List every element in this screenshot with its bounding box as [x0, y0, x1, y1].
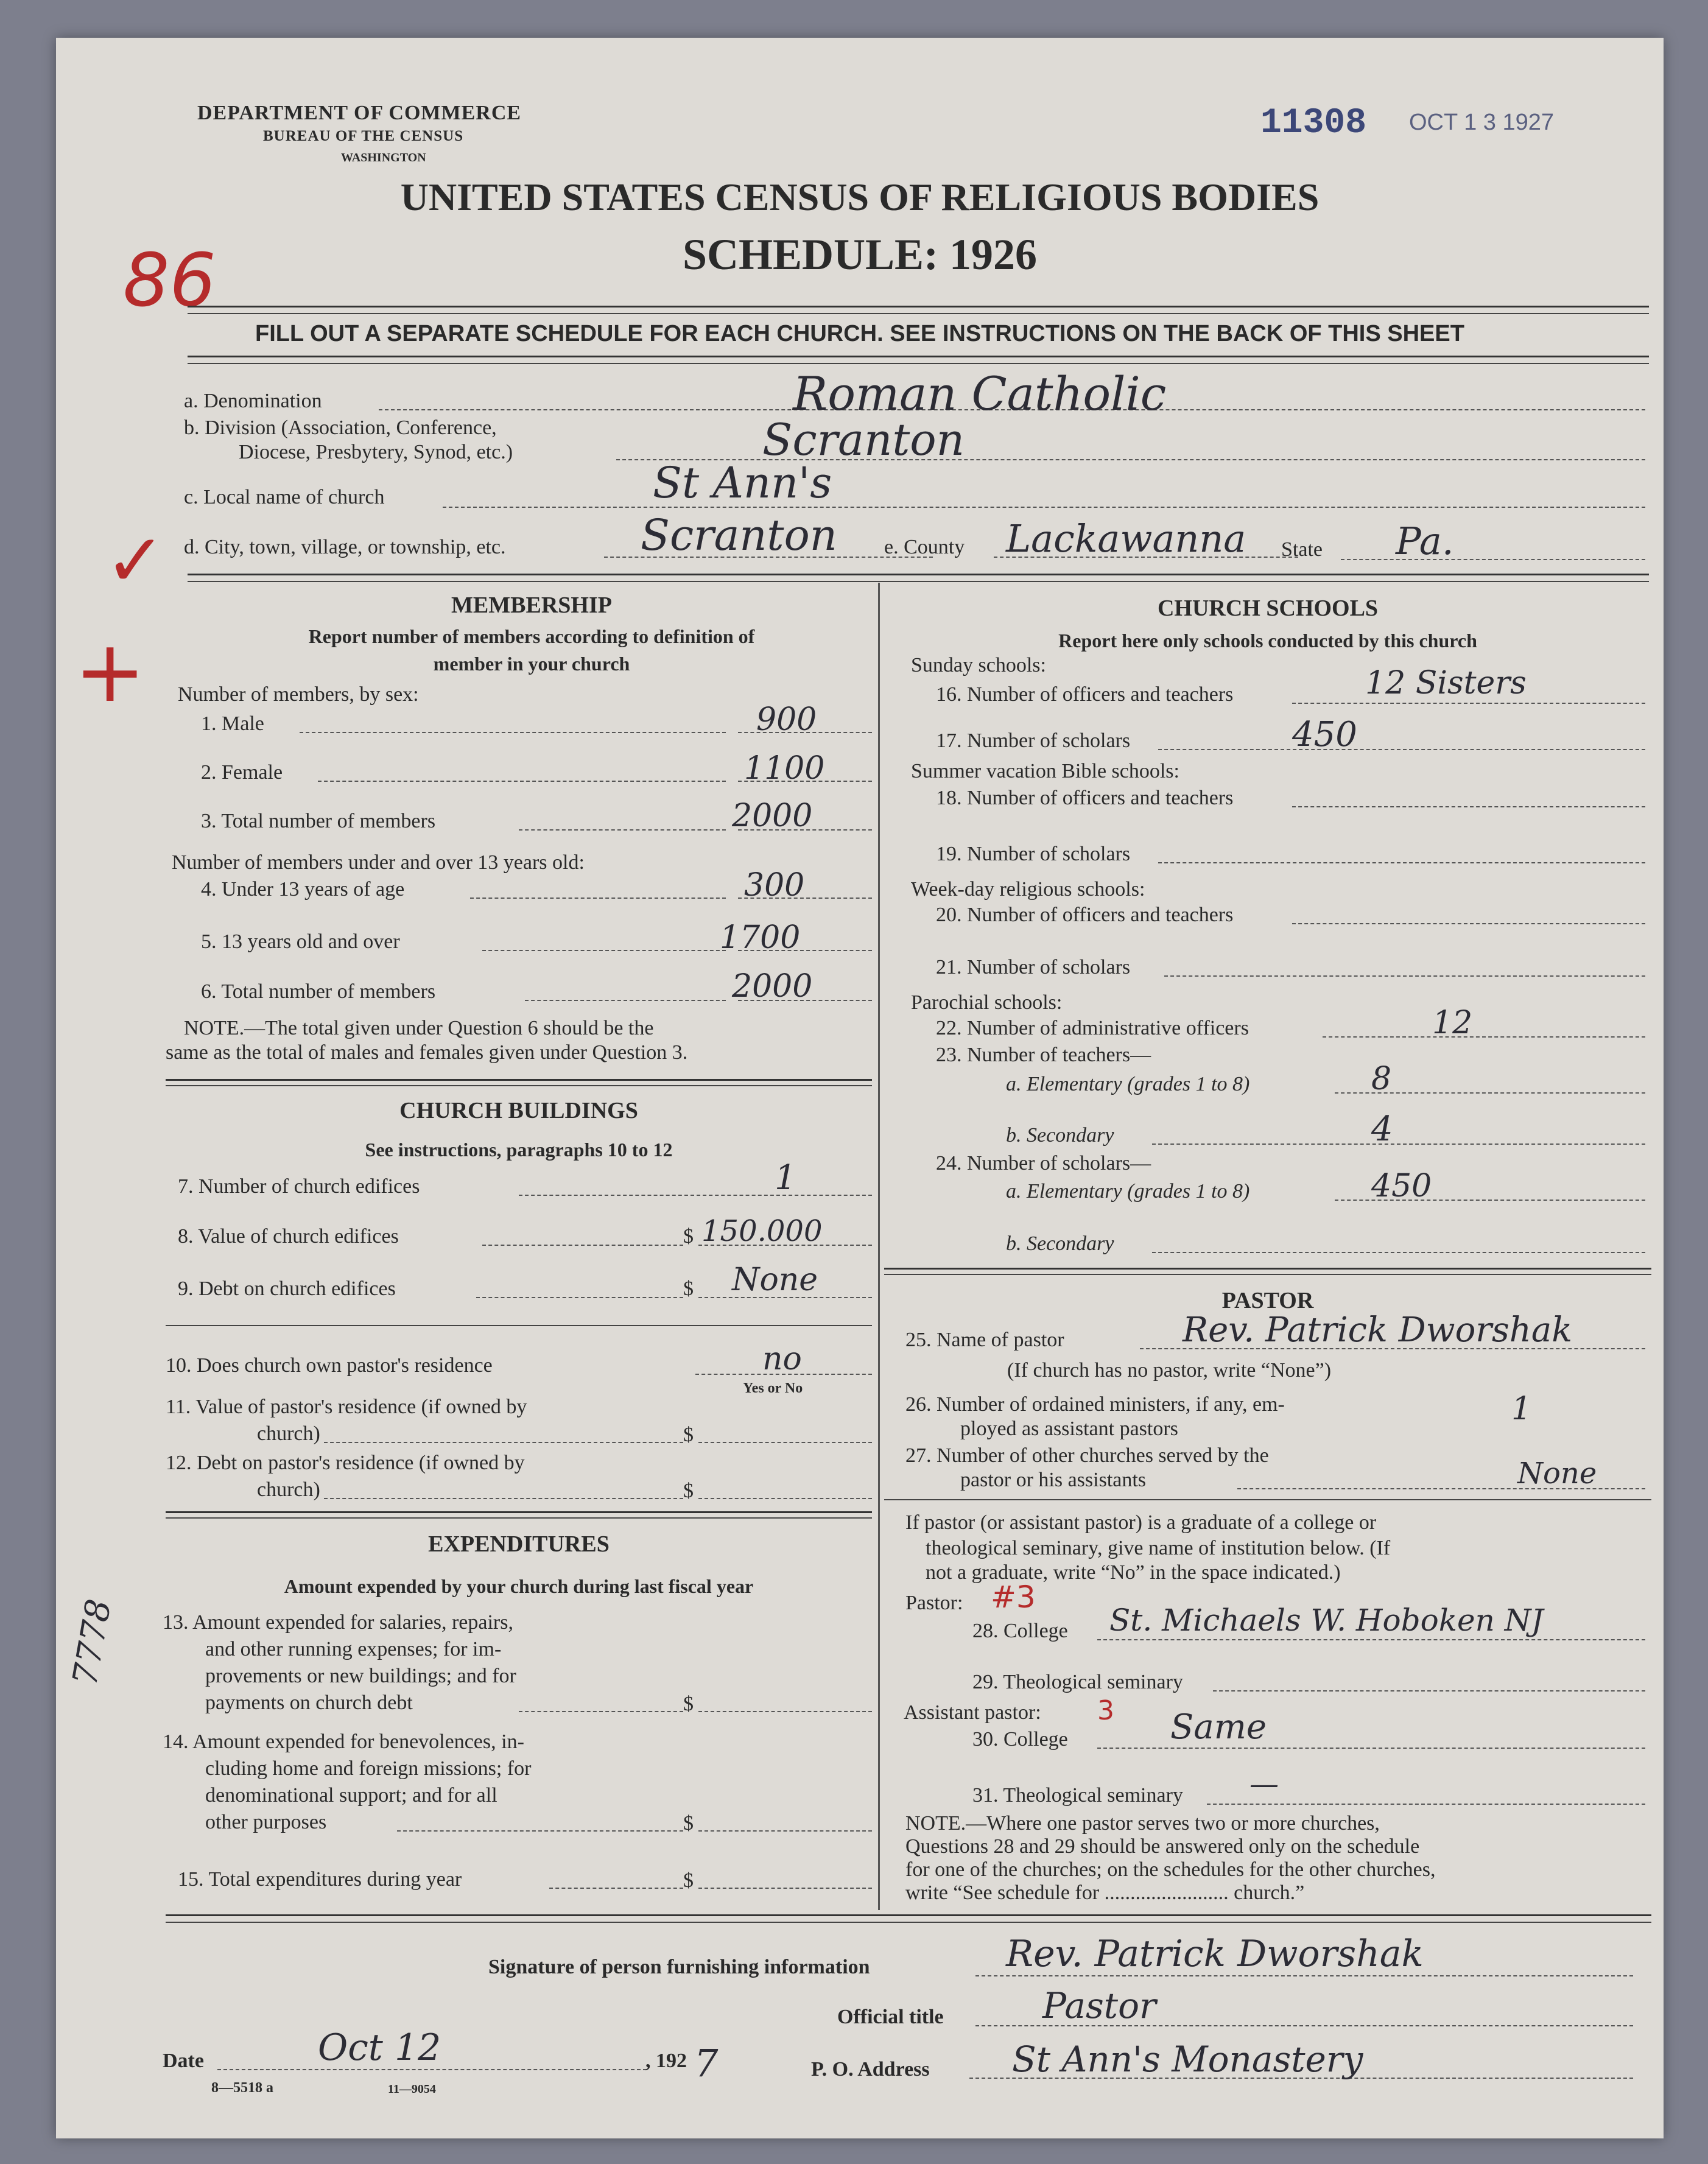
- q14-dollar: $: [683, 1812, 694, 1835]
- red-check-mark: ✓: [105, 519, 166, 603]
- po-address-label: P. O. Address: [811, 2058, 930, 2081]
- q2-value: 1100: [744, 750, 825, 787]
- q24-label: 24. Number of scholars—: [936, 1152, 1151, 1175]
- schools-title: CHURCH SCHOOLS: [1157, 595, 1379, 621]
- q30-label: 30. College: [972, 1728, 1068, 1751]
- membership-intro-2: member in your church: [433, 653, 630, 675]
- county-value: Lackawanna: [1006, 516, 1246, 561]
- official-title-label: Official title: [837, 2006, 944, 2028]
- q11-label: 11. Value of pastor's residence (if owned by: [166, 1396, 527, 1418]
- members-by-sex-label: Number of members, by sex:: [178, 683, 419, 706]
- q30-value: Same: [1170, 1707, 1267, 1747]
- q31-value: —: [1249, 1767, 1279, 1801]
- q15-dollar: $: [683, 1869, 694, 1892]
- q1-label: 1. Male: [201, 712, 264, 735]
- pastor-label: Pastor:: [905, 1592, 963, 1614]
- q26-label: 26. Number of ordained ministers, if any, em-: [905, 1393, 1285, 1416]
- q25-note: (If church has no pastor, write “None”): [1007, 1359, 1332, 1382]
- graduate-instruction: If pastor (or assistant pastor) is a graduate of a college or: [905, 1511, 1377, 1534]
- graduate-instruction-3: not a graduate, write “No” in the space indicated.): [926, 1561, 1341, 1584]
- q15-label: 15. Total expenditures during year: [178, 1868, 462, 1891]
- pastor-note: NOTE.—Where one pastor serves two or more churches,: [905, 1812, 1380, 1835]
- q14-line-1: 14. Amount expended for benevolences, in-: [163, 1730, 524, 1753]
- form-subtitle: SCHEDULE: 1926: [682, 230, 1038, 279]
- q14-line-2: cluding home and foreign missions; for: [205, 1757, 532, 1780]
- signature-value: Rev. Patrick Dworshak: [1006, 1933, 1424, 1975]
- city-heading: WASHINGTON: [341, 151, 426, 164]
- instruction-banner: FILL OUT A SEPARATE SCHEDULE FOR EACH CHURCH. SEE INSTRUCTIONS ON THE BACK OF THIS SHEET: [255, 321, 1464, 346]
- official-title-value: Pastor: [1042, 1985, 1156, 2026]
- received-stamp-number: 11308: [1260, 104, 1367, 143]
- graduate-instruction-2: theological seminary, give name of institution below. (If: [926, 1537, 1391, 1559]
- q14-line-4: other purposes: [205, 1811, 327, 1833]
- signature-label: Signature of person furnishing information: [488, 1956, 870, 1978]
- schools-subtitle: Report here only schools conducted by this church: [1058, 630, 1477, 652]
- expenditures-title: EXPENDITURES: [428, 1531, 610, 1557]
- q19-label: 19. Number of scholars: [936, 843, 1131, 865]
- q12-label: 12. Debt on pastor's residence (if owned by: [166, 1452, 525, 1474]
- print-number: 11—9054: [388, 2082, 436, 2096]
- q23a-label: a. Elementary (grades 1 to 8): [1006, 1073, 1250, 1095]
- q26-value: 1: [1511, 1391, 1532, 1427]
- date-value: Oct 12: [318, 2026, 441, 2069]
- membership-title: MEMBERSHIP: [451, 592, 612, 618]
- q6-label: 6. Total number of members: [201, 980, 436, 1003]
- q12-label-2: church): [257, 1478, 320, 1501]
- q24a-value: 450: [1371, 1168, 1432, 1204]
- local-name-value: St Ann's: [653, 458, 832, 508]
- denomination-label: a. Denomination: [184, 390, 322, 412]
- q5-value: 1700: [720, 919, 801, 956]
- q10-value: no: [762, 1341, 802, 1377]
- pastor-note-4: write “See schedule for ........................ church.”: [905, 1881, 1305, 1904]
- red-cross-mark: +: [74, 622, 146, 722]
- form-number: 8—5518 a: [211, 2080, 273, 2096]
- q28-label: 28. College: [972, 1620, 1068, 1642]
- q25-value: Rev. Patrick Dworshak: [1183, 1310, 1573, 1350]
- received-stamp-date: OCT 1 3 1927: [1409, 110, 1555, 135]
- q2-label: 2. Female: [201, 761, 283, 784]
- q18-label: 18. Number of officers and teachers: [936, 787, 1234, 809]
- q13-line-2: and other running expenses; for im-: [205, 1638, 502, 1660]
- membership-intro: Report number of members according to definition of: [308, 625, 755, 647]
- denomination-value: Roman Catholic: [793, 367, 1167, 421]
- q11-label-2: church): [257, 1422, 320, 1445]
- local-name-label: c. Local name of church: [184, 486, 385, 508]
- q16-label: 16. Number of officers and teachers: [936, 683, 1234, 706]
- pastor-title: PASTOR: [1221, 1288, 1314, 1313]
- q9-label: 9. Debt on church edifices: [178, 1277, 396, 1300]
- red-margin-mark: 86: [123, 239, 216, 323]
- year-digit: 7: [694, 2041, 719, 2085]
- sunday-schools-label: Sunday schools:: [911, 654, 1046, 676]
- pastor-note-2: Questions 28 and 29 should be answered only on the schedule: [905, 1835, 1420, 1858]
- division-label: b. Division (Association, Conference,: [184, 416, 497, 439]
- q22-label: 22. Number of administrative officers: [936, 1017, 1249, 1039]
- q8-dollar: $: [683, 1225, 694, 1248]
- margin-note: 7778: [65, 1596, 119, 1689]
- q9-value: None: [732, 1262, 818, 1298]
- po-address-value: St Ann's Monastery: [1012, 2039, 1363, 2080]
- q27-label: 27. Number of other churches served by the: [905, 1444, 1269, 1467]
- q10-label: 10. Does church own pastor's residence: [166, 1354, 493, 1377]
- q23b-label: b. Secondary: [1006, 1124, 1114, 1147]
- bureau-heading: BUREAU OF THE CENSUS: [263, 128, 464, 144]
- q23b-value: 4: [1371, 1109, 1393, 1149]
- q4-value: 300: [744, 867, 805, 904]
- city-value: Scranton: [641, 510, 837, 560]
- q8-value: 150.000: [701, 1214, 823, 1248]
- buildings-title: CHURCH BUILDINGS: [399, 1098, 638, 1123]
- assistant-pastor-label: Assistant pastor:: [904, 1701, 1041, 1724]
- assistant-pastor-mark: 3: [1097, 1695, 1114, 1726]
- q4-label: 4. Under 13 years of age: [201, 878, 405, 901]
- q7-value: 1: [775, 1158, 796, 1198]
- pastor-note-3: for one of the churches; on the schedules for the other churches,: [905, 1858, 1436, 1881]
- q22-value: 12: [1432, 1005, 1473, 1041]
- year-prefix: , 192: [645, 2050, 687, 2072]
- buildings-subtitle: See instructions, paragraphs 10 to 12: [365, 1139, 673, 1161]
- q9-dollar: $: [683, 1277, 694, 1300]
- q17-label: 17. Number of scholars: [936, 729, 1131, 752]
- q13-dollar: $: [683, 1693, 694, 1715]
- membership-note-2: same as the total of males and females given under Question 3.: [166, 1041, 688, 1064]
- q27-value: None: [1517, 1456, 1597, 1491]
- q24a-label: a. Elementary (grades 1 to 8): [1006, 1180, 1250, 1203]
- q31-label: 31. Theological seminary: [972, 1784, 1183, 1807]
- summer-schools-label: Summer vacation Bible schools:: [911, 760, 1179, 782]
- q23a-value: 8: [1371, 1061, 1392, 1097]
- expenditures-subtitle: Amount expended by your church during last fiscal year: [284, 1575, 754, 1597]
- q21-label: 21. Number of scholars: [936, 956, 1131, 978]
- q13-line-1: 13. Amount expended for salaries, repairs,: [163, 1611, 513, 1634]
- q16-value: 12 Sisters: [1365, 665, 1527, 701]
- q27-label-2: pastor or his assistants: [960, 1469, 1147, 1491]
- yes-or-no-caption: Yes or No: [743, 1380, 803, 1396]
- q13-line-4: payments on church debt: [205, 1692, 413, 1714]
- q12-dollar: $: [683, 1480, 694, 1502]
- q25-label: 25. Name of pastor: [905, 1329, 1064, 1351]
- state-label: State: [1281, 538, 1323, 561]
- members-by-age-label: Number of members under and over 13 years old:: [172, 851, 585, 874]
- q11-dollar: $: [683, 1424, 694, 1446]
- q26-label-2: ployed as assistant pastors: [960, 1417, 1178, 1440]
- pastor-mark: #3: [991, 1579, 1036, 1615]
- q17-value: 450: [1292, 715, 1357, 754]
- q23-label: 23. Number of teachers—: [936, 1044, 1151, 1066]
- membership-note: NOTE.—The total given under Question 6 should be the: [184, 1017, 654, 1039]
- q6-value: 2000: [732, 968, 813, 1005]
- division-value: Scranton: [762, 414, 965, 465]
- q5-label: 5. 13 years old and over: [201, 930, 400, 953]
- division-label-2: Diocese, Presbytery, Synod, etc.): [239, 441, 513, 463]
- form-title: UNITED STATES CENSUS OF RELIGIOUS BODIES: [400, 175, 1320, 219]
- city-label: d. City, town, village, or township, etc.: [184, 536, 506, 558]
- census-schedule-sheet: [56, 38, 1664, 2138]
- q8-label: 8. Value of church edifices: [178, 1225, 399, 1248]
- q1-value: 900: [756, 701, 817, 738]
- q20-label: 20. Number of officers and teachers: [936, 904, 1234, 926]
- state-value: Pa.: [1396, 519, 1454, 563]
- date-label: Date: [163, 2050, 204, 2072]
- q7-label: 7. Number of church edifices: [178, 1175, 420, 1198]
- q28-value: St. Michaels W. Hoboken NJ: [1109, 1603, 1544, 1638]
- q29-label: 29. Theological seminary: [972, 1671, 1183, 1693]
- department-heading: DEPARTMENT OF COMMERCE: [197, 102, 522, 124]
- q24b-label: b. Secondary: [1006, 1232, 1114, 1255]
- q14-line-3: denominational support; and for all: [205, 1784, 497, 1807]
- weekday-schools-label: Week-day religious schools:: [911, 878, 1145, 901]
- q3-value: 2000: [732, 798, 813, 834]
- q3-label: 3. Total number of members: [201, 810, 436, 832]
- q13-line-3: provements or new buildings; and for: [205, 1665, 516, 1687]
- parochial-schools-label: Parochial schools:: [911, 991, 1063, 1014]
- county-label: e. County: [884, 536, 965, 558]
